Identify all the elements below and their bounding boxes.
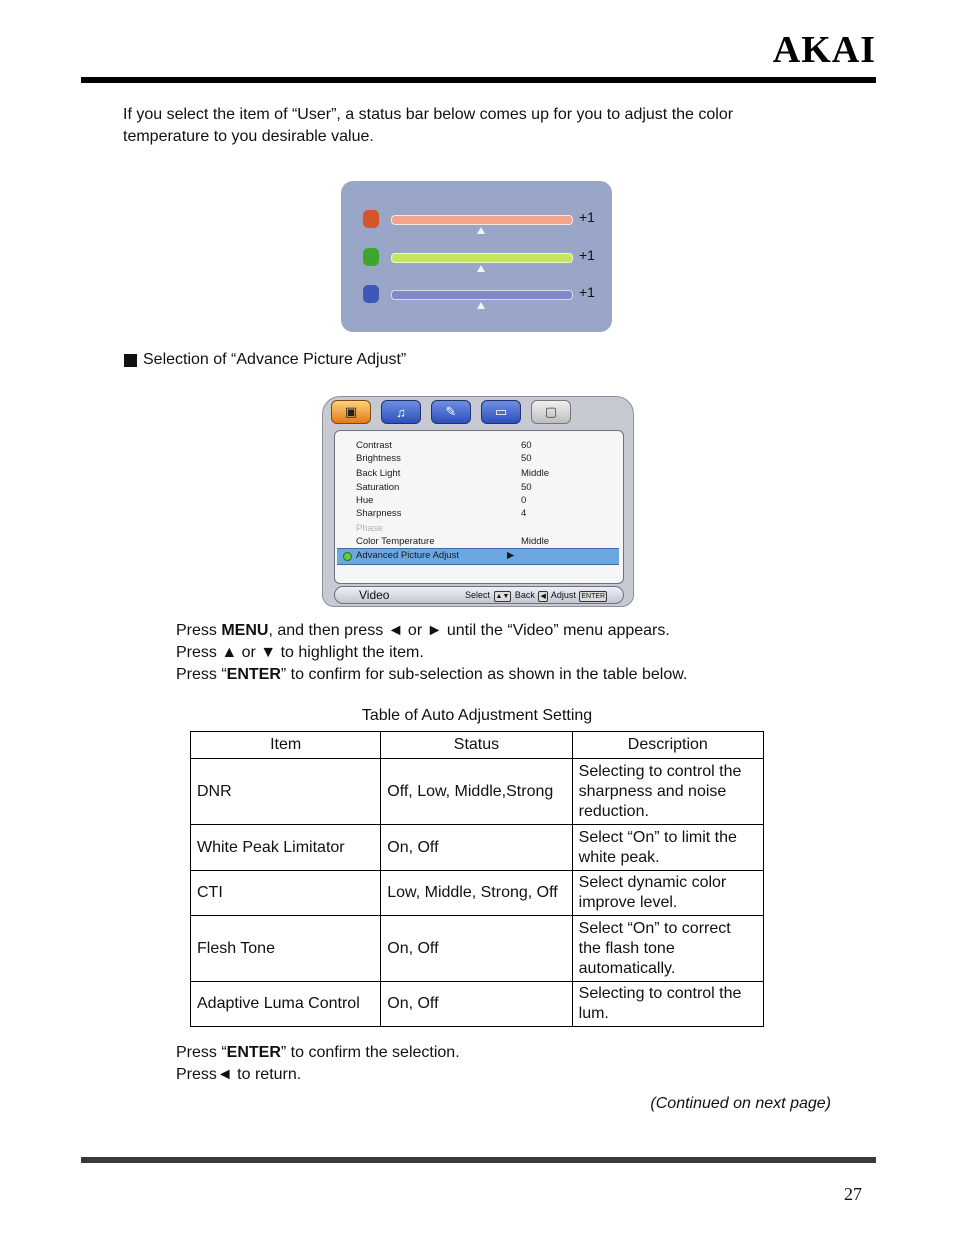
continued-note: (Continued on next page) xyxy=(650,1095,831,1112)
color-temp-panel xyxy=(341,181,612,332)
table-cell: DNR xyxy=(191,759,381,825)
table-header-row xyxy=(191,732,764,759)
osd-item-value: 0 xyxy=(521,495,527,506)
table-caption: Table of Auto Adjustment Setting xyxy=(361,707,593,724)
step-text: Press “ xyxy=(176,1044,227,1061)
osd-item-label: Advanced Picture Adjust xyxy=(356,550,459,561)
menu-key-label: MENU xyxy=(221,622,269,639)
selection-dot-icon xyxy=(343,552,352,561)
table-cell: Selecting to control the sharpness and noise reduction. xyxy=(572,759,763,825)
table-cell: On, Off xyxy=(381,825,572,871)
osd-item-value: Middle xyxy=(521,468,549,479)
closing-step-2: Press◄ to return. xyxy=(176,1066,302,1083)
step-text: Press xyxy=(176,622,222,639)
osd-item-label: Back Light xyxy=(356,468,401,479)
left-key-icon: ◀ xyxy=(540,593,546,600)
step-text: , and then press ◄ or ► until the “Video” menu appears. xyxy=(268,622,670,639)
red-gain-marker[interactable] xyxy=(477,227,485,234)
back-hint: Back xyxy=(514,590,535,600)
osd-tab-bar xyxy=(331,400,625,428)
enter-key-label: ENTER xyxy=(226,1044,281,1061)
osd-item-label: Sharpness xyxy=(356,508,402,519)
blue-gain-icon xyxy=(363,285,379,303)
table-row xyxy=(191,759,764,825)
up-down-key-icon: ▲▼ xyxy=(495,593,510,600)
step-text: ” to confirm for sub-selection as shown in the table below. xyxy=(280,666,688,683)
step-2: Press ▲ or ▼ to highlight the item. xyxy=(176,644,424,661)
osd-item-value: 50 xyxy=(521,453,532,464)
column-header: Description xyxy=(572,732,763,759)
select-hint: Select xyxy=(465,590,491,600)
step-text: Press “ xyxy=(176,666,227,683)
osd-item-value: 4 xyxy=(521,508,527,519)
page-number: 27 xyxy=(844,1184,862,1204)
blue-gain-row xyxy=(341,285,612,309)
table-cell: Flesh Tone xyxy=(191,916,381,982)
green-gain-icon xyxy=(363,248,379,266)
table-cell: Off, Low, Middle,Strong xyxy=(381,759,572,825)
osd-menu-item[interactable] xyxy=(335,507,621,521)
table-cell: Select “On” to limit the white peak. xyxy=(572,825,763,871)
music-icon[interactable]: ♫ xyxy=(381,400,421,424)
footer-rule xyxy=(81,1157,876,1163)
submenu-arrow-icon: ▶ xyxy=(507,550,515,561)
pc-icon[interactable]: ▢ xyxy=(531,400,571,424)
osd-item-label: Brightness xyxy=(356,453,401,464)
red-gain-bar[interactable] xyxy=(391,215,573,225)
osd-menu-item-selected[interactable] xyxy=(337,548,619,565)
column-header: Status xyxy=(381,732,572,759)
table-row xyxy=(191,871,764,916)
step-3 xyxy=(176,664,687,686)
blue-gain-value: +1 xyxy=(579,284,595,300)
green-gain-marker[interactable] xyxy=(477,265,485,272)
osd-menu-item[interactable] xyxy=(335,439,621,453)
osd-menu xyxy=(322,396,634,607)
osd-menu-item[interactable] xyxy=(335,467,621,481)
closing-steps xyxy=(176,1042,460,1086)
osd-item-value: Middle xyxy=(521,536,549,547)
column-header: Item xyxy=(191,732,381,759)
table-row xyxy=(191,825,764,871)
table-cell: Selecting to control the lum. xyxy=(572,982,763,1027)
red-gain-value: +1 xyxy=(579,209,595,225)
intro-line: If you select the item of “User”, a status bar below comes up for you to adjust the color xyxy=(123,106,734,123)
blue-gain-bar[interactable] xyxy=(391,290,573,300)
osd-item-value: 60 xyxy=(521,440,532,451)
green-gain-row xyxy=(341,248,612,272)
bullet-square-icon xyxy=(124,354,137,367)
table-cell: On, Off xyxy=(381,982,572,1027)
table-cell: White Peak Limitator xyxy=(191,825,381,871)
red-gain-row xyxy=(341,210,612,234)
green-gain-value: +1 xyxy=(579,247,595,263)
osd-item-label: Saturation xyxy=(356,482,400,493)
picture-icon[interactable]: ▣ xyxy=(331,400,371,424)
osd-item-value: 50 xyxy=(521,482,532,493)
table-cell: On, Off xyxy=(381,916,572,982)
table-cell: Low, Middle, Strong, Off xyxy=(381,871,572,916)
closing-step-1 xyxy=(176,1042,460,1064)
osd-item-label: Color Temperature xyxy=(356,536,435,547)
osd-menu-item[interactable] xyxy=(335,452,621,466)
table-cell: Adaptive Luma Control xyxy=(191,982,381,1027)
enter-key-label: ENTER xyxy=(226,666,281,683)
table-cell: Select dynamic color improve level. xyxy=(572,871,763,916)
table-row xyxy=(191,916,764,982)
adjust-hint: Adjust xyxy=(550,590,576,600)
osd-menu-title: Video xyxy=(359,588,390,602)
osd-footer xyxy=(334,586,624,604)
osd-key-hints xyxy=(465,587,608,603)
step-1 xyxy=(176,620,687,642)
osd-item-label: Hue xyxy=(356,495,374,506)
red-gain-icon xyxy=(363,210,379,228)
header-rule xyxy=(81,77,876,83)
enter-key-icon: ENTER xyxy=(581,593,606,600)
intro-line: temperature to you desirable value. xyxy=(123,128,374,145)
osd-item-label: Phase xyxy=(356,523,383,534)
section-title: Selection of “Advance Picture Adjust” xyxy=(143,351,407,368)
table-cell: Select “On” to correct the flash tone automatically. xyxy=(572,916,763,982)
green-gain-bar[interactable] xyxy=(391,253,573,263)
intro-paragraph xyxy=(123,104,823,148)
blue-gain-marker[interactable] xyxy=(477,302,485,309)
step-text: ” to confirm the selection. xyxy=(280,1044,460,1061)
osd-item-label: Contrast xyxy=(356,440,392,451)
table-cell: CTI xyxy=(191,871,381,916)
osd-menu-item-disabled xyxy=(335,522,621,536)
osd-menu-item[interactable] xyxy=(335,535,621,549)
tv-icon[interactable]: ▭ xyxy=(481,400,521,424)
section-heading xyxy=(124,351,406,369)
instruction-steps xyxy=(176,620,687,686)
osd-menu-list xyxy=(334,430,624,584)
osd-menu-item[interactable] xyxy=(335,481,621,495)
adjustment-table xyxy=(190,731,764,1027)
wrench-icon[interactable]: ✎ xyxy=(431,400,471,424)
table-row xyxy=(191,982,764,1027)
akai-logo: AKAI xyxy=(772,29,876,71)
osd-menu-item[interactable] xyxy=(335,494,621,508)
